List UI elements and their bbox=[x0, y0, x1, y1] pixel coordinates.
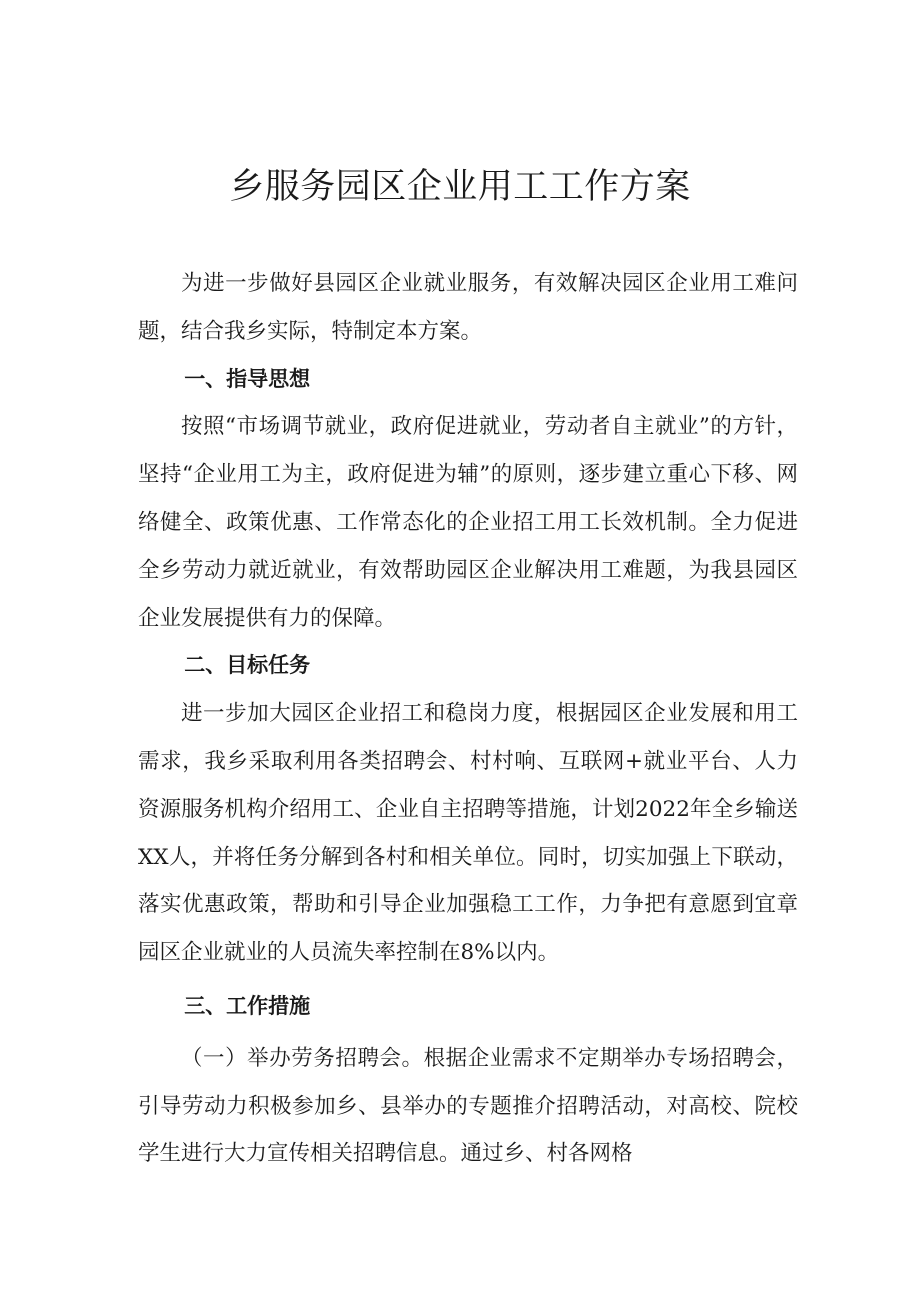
section-paragraph-work-measures: （一）举办劳务招聘会。根据企业需求不定期举办专场招聘会，引导劳动力积极参加乡、县举办的专题推介招聘活动，对高校、院校学生进行大力宣传相关招聘信息。通过乡、村各网格 bbox=[138, 1045, 798, 1167]
section-paragraph-guiding-ideology: 按照“市场调节就业，政府促进就业，劳动者自主就业”的方针，坚持“企业用工为主，政府促进为辅”的原则，逐步建立重心下移、网络健全、政策优惠、工作常态化的企业招工用工长效机制。全力促进全乡劳动力就近就业，有效帮助园区企业解决用工难题，为我县园区企业发展提供有力的保障。 bbox=[138, 414, 798, 631]
document-title: 乡服务园区企业用工工作方案 bbox=[229, 167, 691, 207]
section-paragraph-target-tasks: 进一步加大园区企业招工和稳岗力度，根据园区企业发展和用工需求，我乡采取利用各类招聘会、村村响、互联网+就业平台、人力资源服务机构介绍用工、企业自主招聘等措施，计划2022年全乡输送XX人，并将任务分解到各村和相关单位。同时，切实加强上下联动，落实优惠政策，帮助和引导企业加强稳工工作，力争把有意愿到宜章园区企业就业的人员流失率控制在8%以内。 bbox=[138, 701, 798, 966]
document-body bbox=[138, 260, 798, 1178]
section-heading-guiding-ideology: 一、指导思想 bbox=[184, 366, 311, 391]
section-heading-work-measures: 三、工作措施 bbox=[184, 993, 311, 1018]
intro-paragraph: 为进一步做好县园区企业就业服务，有效解决园区企业用工难问题，结合我乡实际，特制定本方案。 bbox=[138, 271, 798, 344]
section-heading-target-tasks: 二、目标任务 bbox=[184, 653, 311, 678]
